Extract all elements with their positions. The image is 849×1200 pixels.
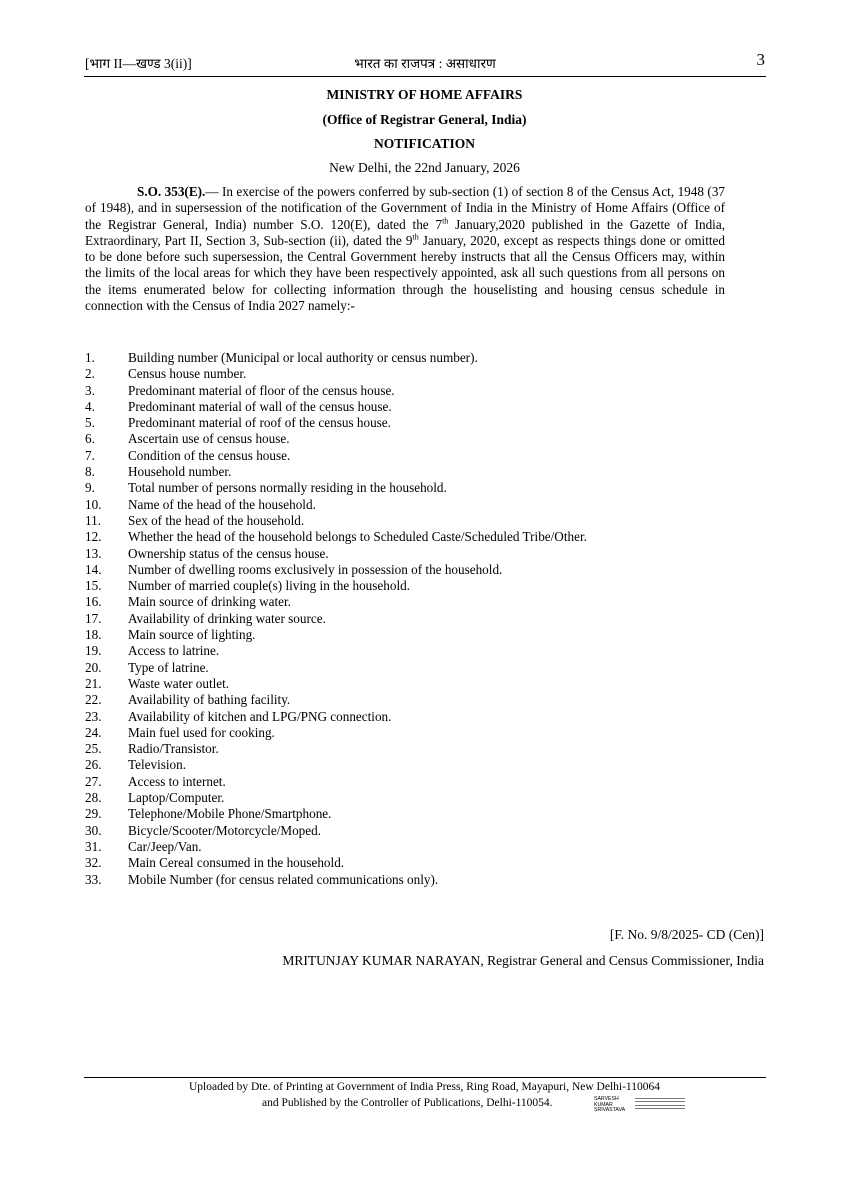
item-text: Telephone/Mobile Phone/Smartphone. xyxy=(128,806,332,822)
item-number: 15. xyxy=(85,578,102,594)
superscript: th xyxy=(412,232,419,242)
list-item xyxy=(85,366,765,382)
list-item xyxy=(85,562,765,578)
ministry-heading: MINISTRY OF HOME AFFAIRS xyxy=(326,87,523,102)
header-rule xyxy=(84,76,766,77)
item-text: Predominant material of wall of the census house. xyxy=(128,398,392,414)
gazette-header xyxy=(85,50,765,74)
digital-signature-details xyxy=(635,1098,685,1112)
item-text: Main source of lighting. xyxy=(128,627,256,643)
list-item xyxy=(85,415,765,431)
list-item xyxy=(85,790,765,806)
item-number: 2. xyxy=(85,366,95,382)
list-item xyxy=(85,774,765,790)
item-text: Predominant material of floor of the census house. xyxy=(128,382,395,398)
item-text: Ownership status of the census house. xyxy=(128,545,329,561)
item-number: 11. xyxy=(85,512,101,528)
list-item xyxy=(85,839,765,855)
dateline: New Delhi, the 22nd January, 2026 xyxy=(329,160,520,175)
item-text: Building number (Municipal or local authority or census number). xyxy=(128,350,478,365)
item-text: Bicycle/Scooter/Motorcycle/Moped. xyxy=(128,822,321,838)
list-item xyxy=(85,383,765,399)
list-item xyxy=(85,464,765,480)
item-number: 20. xyxy=(85,659,102,675)
list-item xyxy=(85,431,765,447)
item-text: Availability of drinking water source. xyxy=(128,610,326,626)
body-text: — In exercise of the powers conferred by sub-section (1) of section 8 of the Census Act, 1948 (37 of 1948), and in supersession of the notification of the Government of India in the Ministry of Home Affairs (Office of the Registrar General, India) number S.O. 120(E), dated the 7 xyxy=(85,184,726,232)
item-number: 33. xyxy=(85,871,102,887)
list-item xyxy=(85,676,765,692)
item-number: 14. xyxy=(85,561,102,577)
item-number: 29. xyxy=(85,806,102,822)
item-text: Predominant material of roof of the census house. xyxy=(128,415,391,431)
item-text: Availability of kitchen and LPG/PNG connection. xyxy=(128,708,392,724)
item-text: Television. xyxy=(128,757,187,773)
file-number: [F. No. 9/8/2025- CD (Cen)] xyxy=(609,927,764,942)
item-text: Main fuel used for cooking. xyxy=(128,724,275,740)
signatory: MRITUNJAY KUMAR NARAYAN, Registrar General and Census Commissioner, India xyxy=(282,953,764,968)
list-item xyxy=(85,578,765,594)
list-item xyxy=(85,627,765,643)
list-item xyxy=(85,823,765,839)
item-number: 32. xyxy=(85,855,102,871)
list-item xyxy=(85,448,765,464)
item-number: 7. xyxy=(85,447,95,463)
item-number: 30. xyxy=(85,822,102,838)
digital-signature-stamp xyxy=(594,1097,690,1119)
list-item xyxy=(85,872,765,888)
list-item xyxy=(85,741,765,757)
item-number: 4. xyxy=(85,398,95,414)
list-item xyxy=(85,757,765,773)
gazette-title: भारत का राजपत्र : असाधारण xyxy=(354,56,496,71)
so-number: S.O. 353(E). xyxy=(137,184,206,199)
item-number: 22. xyxy=(85,692,102,708)
office-heading: (Office of Registrar General, India) xyxy=(322,112,527,127)
part-section-label: [भाग II—खण्ड 3(ii)] xyxy=(85,56,192,71)
item-text: Ascertain use of census house. xyxy=(128,431,290,447)
item-text: Mobile Number (for census related communications only). xyxy=(128,871,439,887)
item-number: 26. xyxy=(85,757,102,773)
list-item xyxy=(85,399,765,415)
item-text: Condition of the census house. xyxy=(128,447,291,463)
list-item xyxy=(85,643,765,659)
list-item xyxy=(85,709,765,725)
list-item xyxy=(85,692,765,708)
item-text: Census house number. xyxy=(128,366,247,382)
list-item xyxy=(85,855,765,871)
list-item xyxy=(85,725,765,741)
item-text: Main Cereal consumed in the household. xyxy=(128,855,345,871)
list-item xyxy=(85,529,765,545)
footer-line-1: Uploaded by Dte. of Printing at Government of India Press, Ring Road, Mayapuri, New Delhi-110064 xyxy=(189,1081,660,1093)
item-text: Name of the head of the household. xyxy=(128,496,316,512)
item-text: Access to internet. xyxy=(128,773,226,789)
item-number: 6. xyxy=(85,431,95,447)
list-item xyxy=(85,480,765,496)
footer-rule xyxy=(84,1077,766,1078)
list-item xyxy=(85,611,765,627)
item-number: 13. xyxy=(85,545,102,561)
list-item xyxy=(85,660,765,676)
item-number: 10. xyxy=(85,496,102,512)
list-item xyxy=(85,546,765,562)
item-number: 25. xyxy=(85,741,102,757)
item-text: Total number of persons normally residing in the household. xyxy=(128,480,447,496)
item-text: Sex of the head of the household. xyxy=(128,512,305,528)
item-text: Access to latrine. xyxy=(128,643,220,659)
list-item xyxy=(85,350,765,366)
notification-body xyxy=(85,184,725,314)
item-text: Type of latrine. xyxy=(128,659,209,675)
item-number: 17. xyxy=(85,610,102,626)
item-number: 23. xyxy=(85,708,102,724)
list-item xyxy=(85,497,765,513)
item-number: 12. xyxy=(85,529,102,545)
page-number: 3 xyxy=(756,50,765,69)
item-number: 28. xyxy=(85,790,102,806)
item-text: Whether the head of the household belongs to Scheduled Caste/Scheduled Tribe/Other. xyxy=(128,529,587,545)
item-number: 19. xyxy=(85,643,102,659)
item-text: Number of dwelling rooms exclusively in possession of the household. xyxy=(128,561,503,577)
item-number: 18. xyxy=(85,627,102,643)
item-number: 21. xyxy=(85,675,102,691)
item-text: Main source of drinking water. xyxy=(128,594,291,610)
item-text: Laptop/Computer. xyxy=(128,790,225,806)
item-number: 5. xyxy=(85,415,95,431)
list-item xyxy=(85,513,765,529)
item-text: Car/Jeep/Van. xyxy=(128,838,202,854)
item-number: 1. xyxy=(85,350,95,365)
item-text: Waste water outlet. xyxy=(128,675,230,691)
item-text: Radio/Transistor. xyxy=(128,741,219,757)
item-number: 3. xyxy=(85,382,95,398)
item-number: 8. xyxy=(85,464,95,480)
item-text: Household number. xyxy=(128,464,232,480)
item-number: 16. xyxy=(85,594,102,610)
body-text: January,2020 published in the Gazette of India, Extraordinary, Part II, Section 3, Sub-section (ii), dated the 9 xyxy=(85,216,725,248)
question-items-list xyxy=(85,350,765,888)
notification-title: NOTIFICATION xyxy=(373,136,475,151)
item-number: 24. xyxy=(85,724,102,740)
digital-signature-name: SARVESH KUMAR SRIVASTAVA xyxy=(594,1096,626,1114)
list-item xyxy=(85,806,765,822)
item-number: 9. xyxy=(85,480,95,496)
item-text: Availability of bathing facility. xyxy=(128,692,291,708)
footer-line-2: and Published by the Controller of Publications, Delhi-110054. xyxy=(262,1097,553,1109)
list-item xyxy=(85,594,765,610)
superscript: th xyxy=(442,216,449,226)
body-text: January, 2020, except as respects things done or omitted to be done before such supersession, the Central Government hereby instructs that all the Census Officers may, within the limits of the local areas for which they have been respectively appointed, ask all such questions from all persons on the items enumerated below for collecting information through the houselisting and housing census schedule in connection with the Census of India 2027 namely:- xyxy=(85,232,725,314)
item-text: Number of married couple(s) living in the household. xyxy=(128,578,410,594)
item-number: 31. xyxy=(85,838,102,854)
item-number: 27. xyxy=(85,773,102,789)
